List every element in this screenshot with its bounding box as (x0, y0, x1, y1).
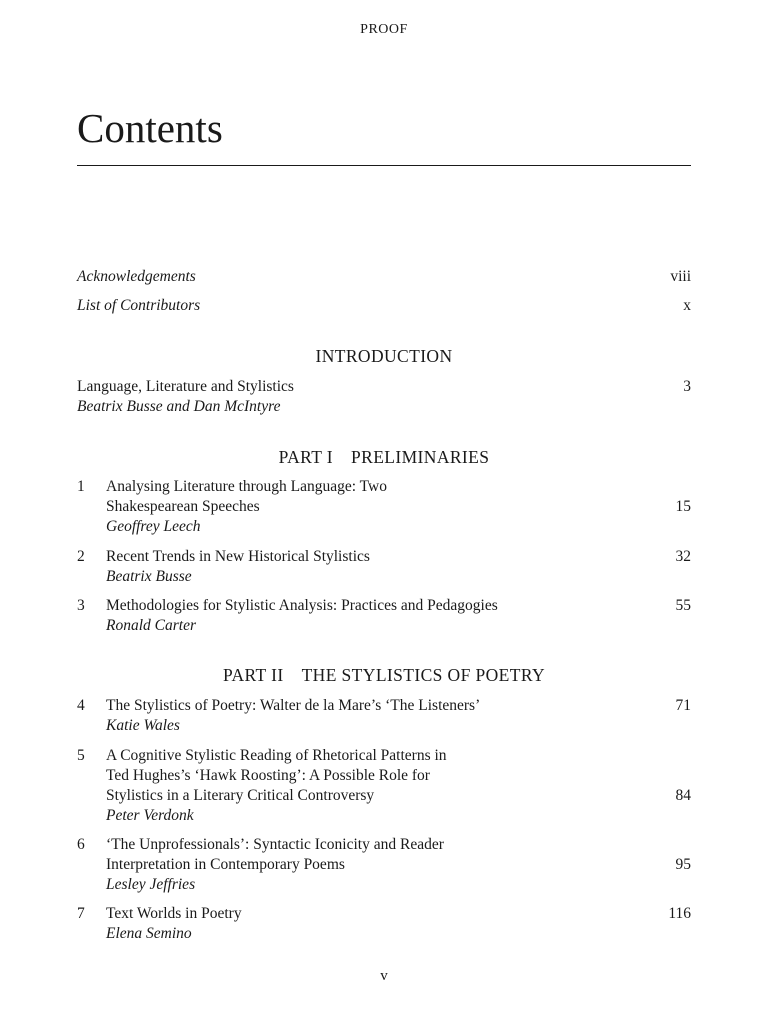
chapter-title-line: ‘The Unprofessionals’: Syntactic Iconicity and Reader (106, 836, 444, 853)
page-number: 116 (668, 905, 691, 922)
chapter-title-line: Analysing Literature through Language: Two (106, 478, 387, 495)
chapter-author: Ronald Carter (106, 617, 196, 634)
part-label: PART II (222, 665, 284, 685)
page-number: 84 (675, 787, 691, 804)
page-number: 32 (675, 548, 691, 565)
chapter-author: Geoffrey Leech (106, 518, 201, 535)
chapter-title-line: A Cognitive Stylistic Reading of Rhetorical Patterns in (106, 747, 447, 764)
chapter-number: 1 (77, 478, 85, 495)
chapter-title-line: Interpretation in Contemporary Poems (106, 856, 345, 873)
entry-title: Language, Literature and Stylistics (77, 378, 294, 395)
chapter-number: 7 (77, 905, 85, 922)
page-title: Contents (77, 105, 223, 151)
front-matter (77, 267, 691, 316)
page-number: 15 (675, 498, 691, 515)
chapter-title-line: Text Worlds in Poetry (106, 905, 242, 922)
page-number: x (683, 297, 691, 314)
part-label: PART I (278, 447, 333, 467)
chapter-author: Peter Verdonk (106, 807, 194, 824)
part-name: THE STYLISTICS OF POETRY (301, 665, 546, 685)
chapter-title-line: Recent Trends in New Historical Stylistics (106, 548, 370, 565)
toc-entry-contributors[interactable] (77, 296, 691, 316)
toc-entry-acknowledgements[interactable] (77, 267, 691, 287)
chapter-title-line: Shakespearean Speeches (106, 498, 260, 515)
chapter-number: 2 (77, 548, 85, 565)
chapter-author: Lesley Jeffries (106, 876, 196, 893)
entry-title: Acknowledgements (77, 268, 196, 285)
part-name: PRELIMINARIES (350, 447, 490, 467)
chapter-title-line: Methodologies for Stylistic Analysis: Practices and Pedagogies (106, 597, 498, 614)
entry-author: Beatrix Busse and Dan McIntyre (77, 398, 281, 415)
page-number: viii (670, 268, 691, 285)
page-number: 3 (683, 378, 691, 395)
chapter-author: Katie Wales (106, 717, 180, 734)
page-number: 55 (675, 597, 691, 614)
chapter-number: 3 (77, 597, 85, 614)
chapter-number: 5 (77, 747, 85, 764)
section-heading-introduction: INTRODUCTION (315, 346, 453, 366)
chapter-number: 6 (77, 836, 85, 853)
chapter-title-line: Stylistics in a Literary Critical Controversy (106, 787, 375, 804)
page-folio: v (380, 968, 388, 984)
title-rule (77, 165, 691, 166)
chapter-author: Beatrix Busse (106, 568, 192, 585)
chapter-author: Elena Semino (106, 925, 192, 942)
section-heading-part-1 (77, 447, 691, 468)
proof-header: PROOF (360, 22, 408, 37)
page-number: 95 (675, 856, 691, 873)
entry-title: List of Contributors (77, 297, 201, 314)
chapter-title-line: Ted Hughes’s ‘Hawk Roosting’: A Possible Role for (106, 767, 430, 784)
chapter-title-line: The Stylistics of Poetry: Walter de la Mare’s ‘The Listeners’ (106, 697, 481, 714)
page-number: 71 (675, 697, 691, 714)
chapter-number: 4 (77, 697, 85, 714)
section-heading-part-2 (77, 665, 691, 686)
toc-entry-introduction[interactable] (77, 377, 691, 417)
